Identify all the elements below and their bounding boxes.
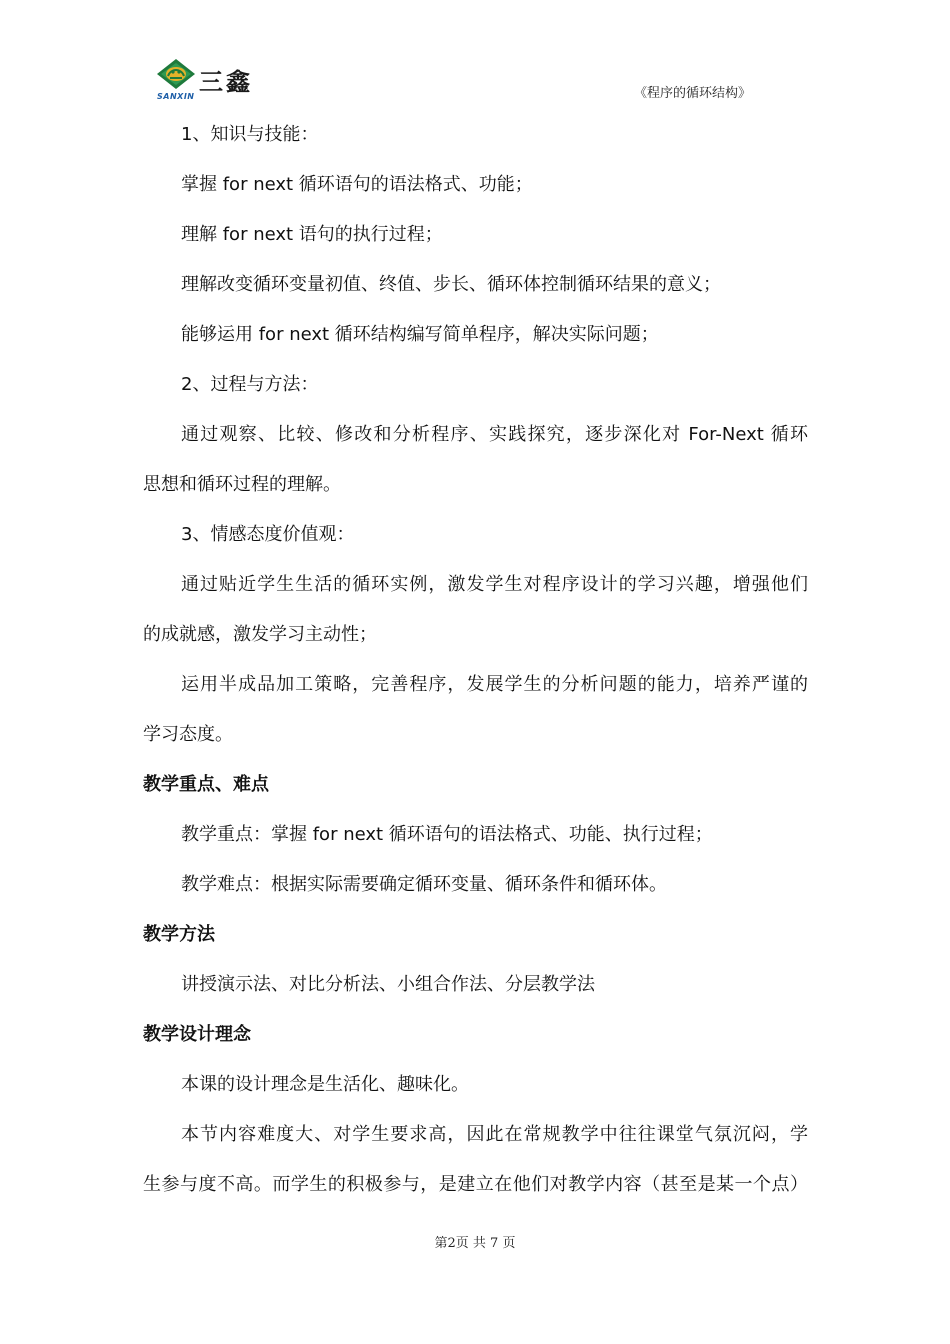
bold-heading: 教学重点、难点 xyxy=(143,774,269,795)
paragraph-line: 理解 for next 语句的执行过程； xyxy=(181,224,443,245)
paragraph-line: 理解改变循环变量初值、终值、步长、循环体控制循环结果的意义； xyxy=(181,274,721,295)
paragraph-line: 能够运用 for next 循环结构编写简单程序，解决实际问题； xyxy=(181,324,659,345)
section-heading: 2、过程与方法： xyxy=(181,374,319,395)
bold-heading: 教学设计理念 xyxy=(143,1024,251,1045)
paragraph-line: 生参与度不高。而学生的积极参与，是建立在他们对教学内容（甚至是某一个点） xyxy=(143,1174,808,1195)
document-title: 《程序的循环结构》 xyxy=(633,86,751,101)
paragraph-line: 掌握 for next 循环语句的语法格式、功能； xyxy=(181,174,533,195)
bold-heading: 教学方法 xyxy=(143,924,215,945)
paragraph-line: 本课的设计理念是生活化、趣味化。 xyxy=(181,1074,469,1095)
paragraph-line: 通过贴近学生生活的循环实例，激发学生对程序设计的学习兴趣，增强他们 xyxy=(181,574,808,595)
paragraph-line: 教学难点：根据实际需要确定循环变量、循环条件和循环体。 xyxy=(181,874,667,895)
logo-subtext: SANXIN xyxy=(157,92,195,101)
company-logo xyxy=(155,58,255,104)
paragraph-line: 的成就感，激发学习主动性； xyxy=(143,624,377,645)
logo-text: 三鑫 xyxy=(199,67,253,96)
page-header xyxy=(155,56,765,106)
section-heading: 1、知识与技能： xyxy=(181,124,319,145)
paragraph-line: 思想和循环过程的理解。 xyxy=(143,474,341,495)
paragraph-line: 讲授演示法、对比分析法、小组合作法、分层教学法 xyxy=(181,974,595,995)
paragraph-line: 学习态度。 xyxy=(143,724,233,745)
paragraph-line: 通过观察、比较、修改和分析程序、实践探究，逐步深化对 For-Next 循环 xyxy=(181,424,808,445)
paragraph-line: 本节内容难度大、对学生要求高，因此在常规教学中往往课堂气氛沉闷，学 xyxy=(181,1124,808,1145)
paragraph-line: 运用半成品加工策略，完善程序，发展学生的分析问题的能力，培养严谨的 xyxy=(181,674,808,695)
section-heading: 3、情感态度价值观： xyxy=(181,524,355,545)
paragraph-line: 教学重点：掌握 for next 循环语句的语法格式、功能、执行过程； xyxy=(181,824,713,845)
page-footer: 第2页 共 7 页 xyxy=(434,1236,516,1251)
sanxin-emblem-icon xyxy=(156,58,196,92)
